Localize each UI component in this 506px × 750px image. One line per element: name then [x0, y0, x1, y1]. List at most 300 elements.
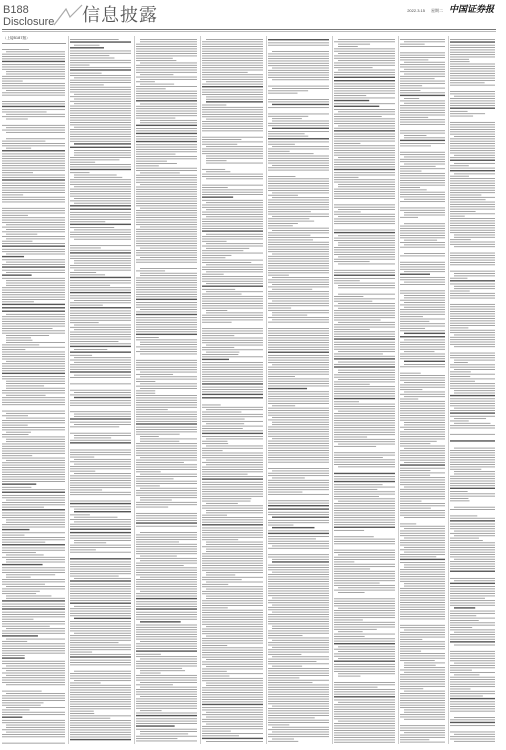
body-text-line — [202, 65, 263, 66]
body-text-line — [334, 432, 395, 433]
body-text-line — [2, 541, 45, 542]
body-text-line — [2, 539, 65, 540]
body-text-line — [136, 526, 197, 527]
body-text-line — [6, 71, 65, 72]
body-text-line — [400, 373, 421, 374]
body-text-line — [206, 666, 263, 667]
body-text-line — [2, 729, 65, 730]
body-text-line — [136, 675, 197, 676]
body-text-line — [202, 262, 251, 263]
body-text-line — [400, 457, 445, 458]
body-text-line — [140, 376, 197, 377]
body-text-line — [70, 598, 131, 599]
body-text-line — [6, 724, 65, 725]
body-text-line — [334, 455, 395, 456]
body-text-line — [136, 144, 197, 145]
body-text-line — [404, 215, 445, 216]
body-text-line — [334, 636, 365, 637]
body-text-line — [74, 392, 131, 393]
article-heading-line — [70, 346, 131, 347]
body-text-line — [70, 494, 131, 495]
body-text-line — [334, 83, 395, 84]
body-text-line — [450, 593, 495, 594]
body-text-line — [268, 176, 295, 177]
body-text-line — [206, 503, 238, 504]
body-text-line — [74, 521, 131, 522]
body-text-line — [268, 621, 329, 622]
article-heading-line — [334, 80, 395, 81]
body-text-line — [334, 457, 383, 458]
body-text-line — [400, 166, 436, 167]
body-text-line — [2, 332, 65, 333]
body-text-line — [338, 308, 395, 309]
body-text-line — [70, 730, 131, 731]
body-text-line — [400, 262, 445, 263]
body-text-line — [202, 535, 263, 536]
body-text-line — [450, 105, 495, 106]
body-text-line — [404, 538, 445, 539]
article-heading-line — [334, 169, 395, 170]
body-text-line — [136, 156, 197, 157]
body-text-line — [338, 294, 395, 295]
body-text-line — [404, 630, 445, 631]
body-text-line — [2, 109, 65, 110]
body-text-line — [202, 694, 263, 695]
body-text-line — [400, 505, 445, 506]
body-text-line — [400, 619, 445, 620]
body-text-line — [202, 391, 263, 392]
body-text-line — [136, 201, 197, 202]
body-text-line — [202, 356, 263, 357]
body-text-line — [136, 351, 197, 352]
body-text-line — [70, 84, 104, 85]
body-text-line — [400, 579, 445, 580]
body-text-line — [450, 202, 495, 203]
body-text-line — [400, 569, 445, 570]
body-text-line — [268, 232, 329, 233]
body-text-line — [454, 155, 495, 156]
body-text-line — [136, 205, 197, 206]
body-text-line — [400, 399, 418, 400]
body-text-line — [70, 117, 131, 118]
body-text-line — [404, 253, 445, 254]
body-text-line — [272, 598, 329, 599]
body-text-line — [450, 434, 495, 435]
body-text-line — [202, 116, 263, 117]
article-heading-line — [2, 245, 65, 246]
body-text-line — [450, 195, 481, 196]
body-text-line — [450, 367, 495, 368]
body-text-line — [400, 55, 445, 56]
body-text-line — [206, 598, 263, 599]
body-text-line — [400, 515, 445, 516]
column-divider — [266, 36, 267, 744]
body-text-line — [202, 315, 263, 316]
body-text-line — [334, 627, 395, 628]
body-text-line — [268, 489, 329, 490]
body-text-line — [70, 687, 131, 688]
body-text-line — [450, 178, 495, 179]
body-text-line — [2, 158, 65, 159]
body-text-line — [400, 389, 422, 390]
body-text-line — [268, 291, 329, 292]
column-2-text-lines — [70, 36, 132, 744]
body-text-line — [334, 270, 395, 271]
body-text-line — [268, 443, 329, 444]
body-text-line — [70, 39, 119, 40]
body-text-line — [202, 528, 263, 529]
body-text-line — [74, 540, 131, 541]
body-text-line — [334, 462, 395, 463]
body-text-line — [404, 364, 445, 365]
body-text-line — [334, 649, 395, 650]
body-text-line — [400, 482, 445, 483]
body-text-line — [202, 448, 263, 449]
body-text-line — [450, 667, 495, 668]
body-text-line — [202, 558, 263, 559]
body-text-line — [2, 549, 65, 550]
body-text-line — [400, 602, 445, 603]
body-text-line — [334, 620, 363, 621]
body-text-line — [74, 414, 131, 415]
body-text-line — [2, 422, 65, 423]
body-text-line — [136, 182, 197, 183]
body-text-line — [202, 553, 263, 554]
body-text-line — [202, 55, 263, 56]
body-text-line — [334, 272, 395, 273]
body-text-line — [140, 268, 197, 269]
body-text-line — [404, 297, 445, 298]
body-text-line — [70, 694, 131, 695]
body-text-line — [2, 410, 65, 411]
body-text-line — [136, 365, 197, 366]
body-text-line — [450, 677, 495, 678]
body-text-line — [206, 659, 263, 660]
body-text-line — [450, 113, 485, 114]
body-text-line — [2, 231, 65, 232]
body-text-line — [268, 337, 329, 338]
body-text-line — [334, 317, 395, 318]
body-text-line — [2, 652, 65, 653]
body-text-line — [272, 424, 329, 425]
body-text-line — [400, 717, 445, 718]
body-text-line — [136, 581, 197, 582]
body-text-line — [400, 217, 418, 218]
body-text-line — [2, 210, 65, 211]
body-text-line — [268, 503, 329, 504]
body-text-line — [268, 419, 329, 420]
column-6-text-lines — [334, 36, 396, 744]
body-text-line — [2, 289, 65, 290]
body-text-line — [268, 427, 329, 428]
body-text-line — [338, 256, 395, 257]
body-text-line — [74, 473, 131, 474]
body-text-line — [334, 51, 395, 52]
body-text-line — [338, 53, 395, 54]
body-text-line — [334, 305, 395, 306]
body-text-line — [202, 657, 263, 658]
body-text-line — [2, 397, 65, 398]
body-text-line — [6, 394, 46, 395]
body-text-line — [268, 703, 329, 704]
body-text-line — [450, 364, 495, 365]
article-heading-line — [272, 104, 329, 105]
body-text-line — [136, 708, 197, 709]
body-text-line — [6, 628, 65, 629]
body-text-line — [2, 660, 65, 661]
body-text-line — [2, 621, 65, 622]
body-text-line — [450, 64, 495, 65]
body-text-line — [334, 578, 395, 579]
body-text-line — [202, 58, 263, 59]
body-text-line — [268, 204, 329, 205]
body-text-line — [450, 127, 495, 128]
body-text-line — [136, 180, 197, 181]
body-text-line — [136, 65, 197, 66]
body-text-line — [334, 331, 395, 332]
body-text-line — [70, 708, 131, 709]
body-text-line — [400, 574, 445, 575]
body-text-line — [136, 346, 197, 347]
body-text-line — [268, 530, 329, 531]
body-text-line — [2, 167, 65, 168]
body-text-line — [2, 588, 65, 589]
body-text-line — [2, 643, 65, 644]
body-text-line — [400, 441, 437, 442]
body-text-line — [202, 664, 263, 665]
body-text-line — [136, 471, 161, 472]
body-text-line — [268, 207, 329, 208]
column-divider — [332, 36, 333, 744]
body-text-line — [136, 698, 197, 699]
body-text-line — [268, 107, 329, 108]
body-text-line — [70, 172, 90, 173]
body-text-line — [338, 379, 395, 380]
body-text-line — [334, 86, 395, 87]
body-text-line — [74, 435, 131, 436]
body-text-line — [454, 275, 495, 276]
body-text-line — [450, 323, 495, 324]
body-text-line — [202, 67, 263, 68]
body-text-line — [70, 725, 131, 726]
body-text-line — [334, 349, 395, 350]
body-text-line — [400, 321, 429, 322]
article-heading-line — [450, 440, 495, 441]
body-text-line — [450, 686, 495, 687]
body-text-line — [202, 680, 263, 681]
body-text-line — [338, 287, 395, 288]
body-text-line — [206, 158, 263, 159]
body-text-line — [450, 45, 495, 46]
column-divider — [68, 36, 69, 744]
body-text-line — [334, 128, 395, 129]
body-text-line — [136, 331, 197, 332]
body-text-line — [70, 212, 131, 213]
body-text-line — [450, 180, 495, 181]
body-text-line — [136, 53, 197, 54]
body-text-line — [338, 46, 358, 47]
body-text-line — [268, 429, 329, 430]
body-text-line — [140, 731, 197, 732]
body-text-line — [268, 360, 329, 361]
body-text-line — [450, 192, 495, 193]
body-text-line — [206, 243, 263, 244]
body-text-line — [400, 122, 445, 123]
body-text-line — [136, 453, 197, 454]
body-text-line — [400, 242, 445, 243]
body-text-line — [136, 294, 197, 295]
body-text-line — [2, 124, 65, 125]
body-text-line — [450, 627, 472, 628]
body-text-line — [268, 538, 316, 539]
body-text-line — [338, 411, 395, 412]
body-text-line — [2, 346, 65, 347]
column-1-text-lines — [2, 46, 66, 745]
body-text-line — [268, 485, 329, 486]
body-text-line — [70, 683, 101, 684]
body-text-line — [70, 591, 131, 592]
body-text-line — [400, 498, 445, 499]
body-text-line — [206, 423, 244, 424]
body-text-line — [404, 462, 445, 463]
body-text-line — [400, 542, 445, 543]
body-text-line — [70, 485, 131, 486]
body-text-line — [70, 654, 131, 655]
issue-weekday: 星期二 — [430, 7, 443, 13]
body-text-line — [2, 476, 65, 477]
body-text-line — [334, 198, 395, 199]
body-text-line — [334, 191, 395, 192]
body-text-line — [136, 619, 197, 620]
body-text-line — [400, 653, 445, 654]
body-text-line — [70, 564, 131, 565]
body-text-line — [202, 200, 263, 201]
body-text-line — [70, 336, 131, 337]
body-text-line — [334, 439, 395, 440]
body-text-line — [202, 457, 263, 458]
body-text-line — [400, 484, 445, 485]
body-text-line — [268, 167, 329, 168]
body-text-line — [400, 182, 445, 183]
article-heading-line — [70, 580, 131, 581]
body-text-line — [74, 239, 131, 240]
body-text-line — [450, 496, 495, 497]
body-text-line — [70, 593, 131, 594]
column-2 — [70, 36, 132, 744]
body-text-line — [2, 153, 65, 154]
body-text-line — [450, 629, 495, 630]
body-text-line — [450, 625, 495, 626]
body-text-line — [206, 572, 263, 573]
body-text-line — [400, 326, 445, 327]
body-text-line — [70, 341, 118, 342]
body-text-line — [2, 363, 65, 364]
body-text-line — [70, 310, 131, 311]
body-text-line — [202, 362, 263, 363]
article-columns — [2, 36, 496, 744]
body-text-line — [450, 337, 495, 338]
body-text-line — [400, 264, 445, 265]
body-text-line — [334, 742, 395, 743]
article-heading-line — [272, 517, 329, 518]
body-text-line — [268, 581, 329, 582]
article-heading-line — [202, 397, 263, 398]
body-text-line — [2, 325, 65, 326]
body-text-line — [136, 262, 197, 263]
body-text-line — [70, 227, 114, 228]
body-text-line — [450, 111, 468, 112]
body-text-line — [6, 284, 65, 285]
body-text-line — [272, 121, 329, 122]
body-text-line — [70, 139, 131, 140]
body-text-line — [136, 115, 197, 116]
body-text-line — [70, 647, 131, 648]
body-text-line — [338, 216, 395, 217]
body-text-line — [334, 517, 395, 518]
body-text-line — [202, 376, 263, 377]
body-text-line — [206, 741, 263, 742]
body-text-line — [268, 214, 329, 215]
body-text-line — [202, 169, 225, 170]
body-text-line — [334, 396, 395, 397]
body-text-line — [268, 200, 329, 201]
body-text-line — [268, 188, 329, 189]
body-text-line — [2, 82, 65, 83]
body-text-line — [404, 135, 426, 136]
body-text-line — [202, 505, 263, 506]
article-heading-line — [74, 618, 131, 619]
body-text-line — [2, 494, 65, 495]
header-rule — [2, 29, 496, 30]
body-text-line — [202, 317, 263, 318]
body-text-line — [334, 709, 395, 710]
body-text-line — [136, 565, 184, 566]
body-text-line — [334, 418, 395, 419]
body-text-line — [268, 715, 329, 716]
body-text-line — [334, 561, 354, 562]
body-text-line — [2, 240, 32, 241]
body-text-line — [70, 305, 103, 306]
body-text-line — [6, 574, 55, 575]
body-text-line — [136, 689, 197, 690]
body-text-line — [202, 176, 263, 177]
article-heading-line — [334, 100, 369, 101]
body-text-line — [334, 520, 395, 521]
body-text-line — [136, 409, 168, 410]
body-text-line — [404, 307, 445, 308]
article-heading-line — [70, 252, 131, 253]
body-text-line — [400, 159, 445, 160]
body-text-line — [202, 501, 251, 502]
body-text-line — [450, 547, 495, 548]
body-text-line — [450, 327, 468, 328]
body-text-line — [202, 610, 263, 611]
body-text-line — [2, 196, 65, 197]
body-text-line — [2, 640, 27, 641]
body-text-line — [70, 711, 94, 712]
body-text-line — [74, 375, 131, 376]
body-text-line — [70, 390, 131, 391]
body-text-line — [400, 178, 445, 179]
body-text-line — [450, 47, 495, 48]
body-text-line — [334, 603, 395, 604]
article-heading-line — [70, 69, 131, 70]
article-heading-line — [450, 395, 495, 396]
body-text-line — [450, 284, 495, 285]
body-text-line — [334, 179, 395, 180]
body-text-line — [334, 344, 395, 345]
body-text-line — [74, 263, 131, 264]
